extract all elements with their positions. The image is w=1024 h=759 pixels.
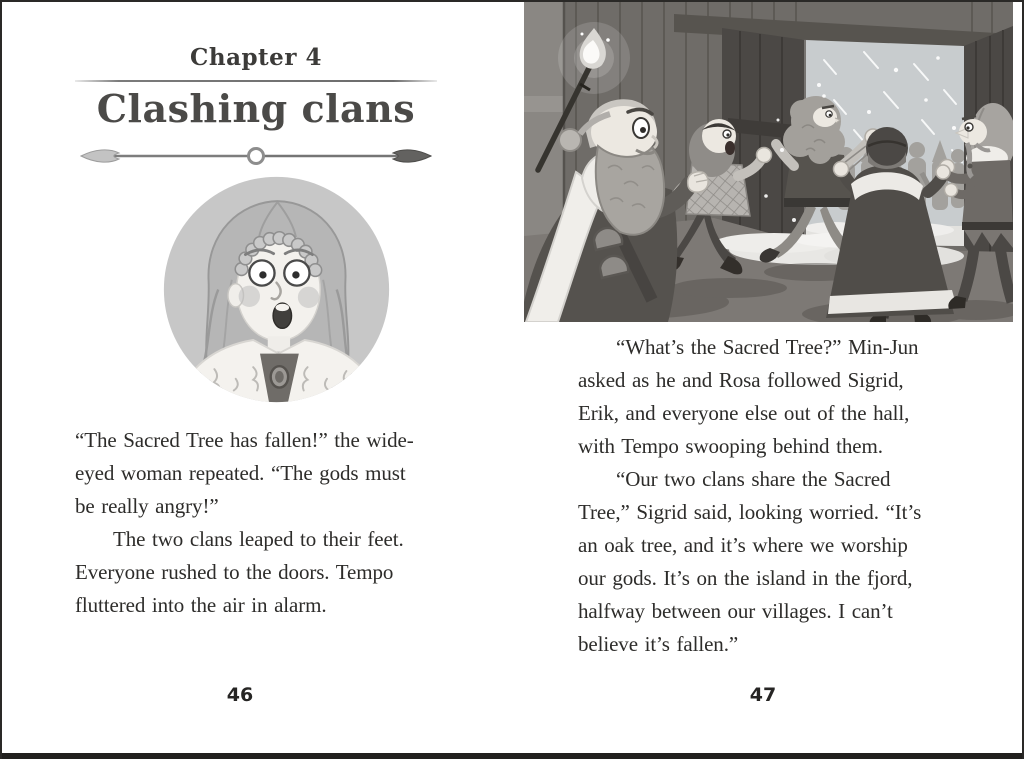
text-line: halfway between our villages. I can’t <box>578 599 893 623</box>
fist <box>757 148 772 163</box>
divider-left-leaf <box>81 150 119 162</box>
page-number-right: 47 <box>749 684 777 706</box>
chapter-label: Chapter 4 <box>190 44 322 71</box>
text-line: Erik, and everyone else out of the hall, <box>578 401 910 425</box>
chapter-rule <box>75 80 437 82</box>
text-line: eyed woman repeated. “The gods must <box>75 461 406 485</box>
belt <box>962 222 1013 230</box>
page-title: Clashing clans <box>96 86 416 131</box>
shouting-mouth <box>725 141 735 155</box>
curly-hair-beard <box>783 96 845 164</box>
open-mouth <box>273 303 291 328</box>
cheek <box>239 286 260 307</box>
startled-woman-illustration <box>160 173 393 406</box>
divider-center-ring <box>249 149 264 164</box>
fist <box>936 165 950 179</box>
text-line: asked as he and Rosa followed Sigrid, <box>578 368 904 392</box>
face <box>813 107 837 127</box>
text-line: fluttered into the air in alarm. <box>75 593 327 617</box>
right-page-paragraphs <box>578 331 952 661</box>
text-line: Tree,” Sigrid said, looking worried. “It’s <box>578 500 922 524</box>
text-line: Everyone rushed to the doors. Tempo <box>75 560 394 584</box>
divider-right-leaf <box>393 150 431 162</box>
text-line: our gods. It’s on the island in the fjord, <box>578 566 913 590</box>
left-page-paragraphs <box>75 424 449 622</box>
hall-scene-illustration <box>524 0 1013 322</box>
ornament-divider <box>75 143 437 169</box>
text-line: believe it’s fallen.” <box>578 632 739 656</box>
fist <box>834 162 849 177</box>
belt <box>784 198 854 207</box>
page-number-left: 46 <box>226 684 254 706</box>
scan-edge-left <box>0 0 2 759</box>
text-line: be really angry!” <box>75 494 219 518</box>
scan-edge-bottom <box>0 753 1024 759</box>
text-line: with Tempo swooping behind them. <box>578 434 883 458</box>
text-line: “Our two clans share the Sacred <box>616 467 891 491</box>
text-line: “What’s the Sacred Tree?” Min-Jun <box>616 335 919 359</box>
fist <box>945 184 958 197</box>
text-line: an oak tree, and it’s where we worship <box>578 533 908 557</box>
cheek <box>298 287 319 308</box>
scan-edge-top <box>0 0 1024 2</box>
text-line: The two clans leaped to their feet. <box>113 527 404 551</box>
text-line: “The Sacred Tree has fallen!” the wide- <box>75 428 414 452</box>
